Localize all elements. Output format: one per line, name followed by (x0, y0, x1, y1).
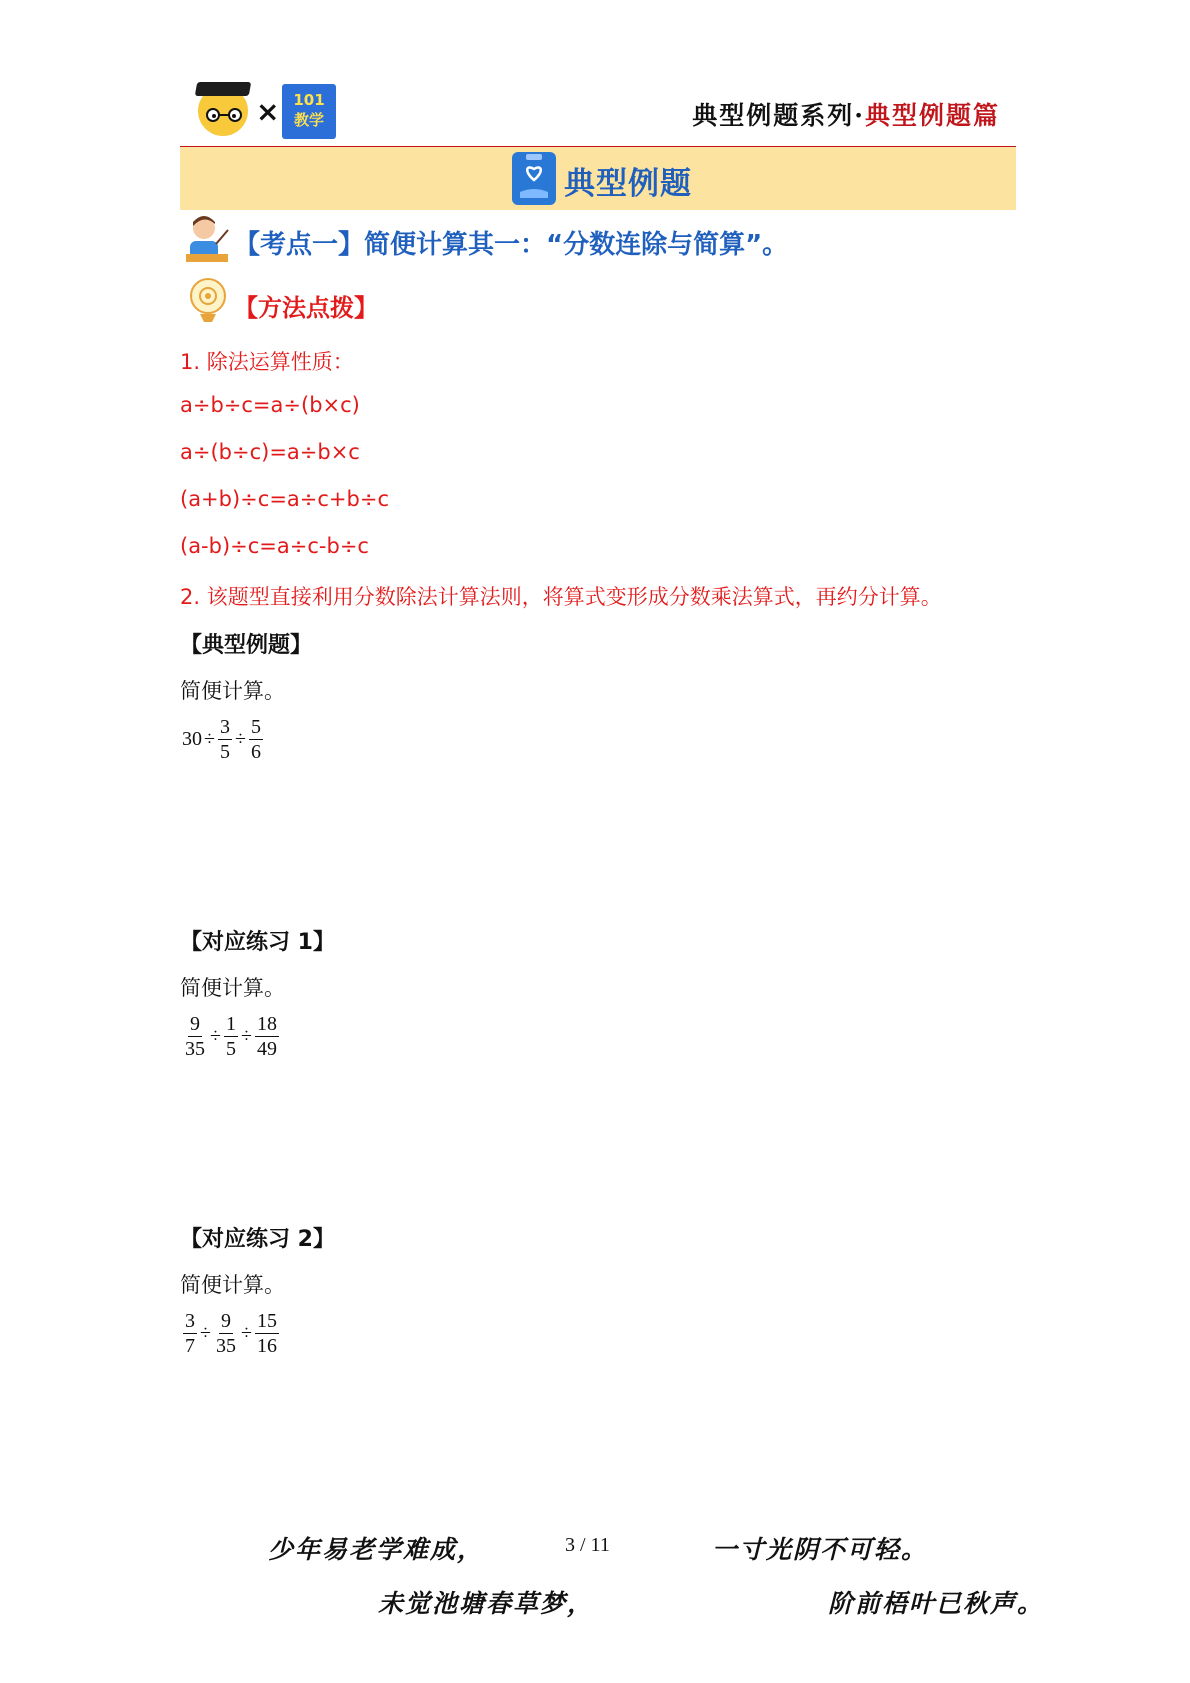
method-line-5: (a-b)÷c=a÷c-b÷c (180, 534, 369, 558)
fraction-denominator: 16 (256, 1335, 277, 1357)
poem-line1-left: 少年易老学难成， (268, 1535, 485, 1564)
practice2-expression (182, 1310, 280, 1357)
practice1-fraction-3 (255, 1013, 279, 1060)
method-line-3: a÷(b÷c)=a÷b×c (180, 440, 360, 464)
example-fraction-2 (249, 716, 263, 763)
example-instruction: 简便计算。 (180, 679, 285, 703)
practice1-instruction: 简便计算。 (180, 976, 285, 1000)
glasses-icon (204, 108, 244, 122)
practice2-instruction: 简便计算。 (180, 1273, 285, 1297)
logo-times-sign: × (256, 95, 280, 128)
practice2-fraction-1 (183, 1310, 197, 1357)
example-expression (182, 716, 264, 763)
practice1-fraction-1 (183, 1013, 207, 1060)
clipboard-heart-icon (512, 152, 556, 205)
method-line-6: 2. 该题型直接利用分数除法计算法则，将算式变形成分数乘法算式，再约分计算。 (180, 585, 942, 609)
practice2-op-2: ÷ (240, 1322, 252, 1344)
fraction-numerator: 9 (220, 1310, 231, 1332)
fraction-numerator: 3 (219, 716, 230, 738)
fraction-numerator: 15 (256, 1310, 277, 1332)
fraction-denominator: 6 (250, 741, 261, 763)
fraction-numerator: 5 (250, 716, 261, 738)
brand-101-number: 101 (293, 91, 325, 109)
method-title: 【方法点拨】 (234, 294, 378, 322)
example-op-1: ÷ (204, 728, 215, 750)
poem-line2-right: 阶前梧叶已秋声。 (828, 1589, 1045, 1618)
graduation-cap-icon (195, 82, 251, 96)
method-line-1: 1. 除法运算性质： (180, 350, 354, 374)
fraction-numerator: 18 (256, 1013, 277, 1035)
practice1-op-1: ÷ (210, 1025, 221, 1047)
fraction-numerator: 3 (185, 1310, 195, 1332)
practice1-fraction-2 (224, 1013, 238, 1060)
practice2-op-1: ÷ (200, 1322, 211, 1344)
fraction-denominator: 35 (215, 1335, 236, 1357)
header-title-black: 典型例题系列· (692, 101, 865, 130)
fraction-denominator: 35 (185, 1038, 205, 1060)
fraction-numerator: 1 (225, 1013, 236, 1035)
banner-title: 典型例题 (564, 166, 692, 202)
header-series-title (692, 96, 1000, 132)
fraction-denominator: 5 (225, 1038, 236, 1060)
practice2-fraction-3 (255, 1310, 279, 1357)
page-number: 3 / 11 (565, 1534, 610, 1556)
fraction-denominator: 49 (256, 1038, 277, 1060)
method-line-4: (a+b)÷c=a÷c+b÷c (180, 487, 389, 511)
example-fraction-1 (218, 716, 232, 763)
example-label: 【典型例题】 (180, 633, 313, 658)
brand-101-logo (282, 84, 336, 139)
practice1-label: 【对应练习 1】 (180, 930, 335, 955)
header-title-red: 典型例题篇 (864, 101, 1000, 130)
poem-line1-right: 一寸光阴不可轻。 (712, 1535, 929, 1564)
practice1-op-2: ÷ (240, 1025, 252, 1047)
fraction-numerator: 9 (190, 1013, 200, 1035)
brand-101-text: 教学 (293, 111, 324, 129)
example-op-2: ÷ (234, 728, 246, 750)
teacher-icon (184, 214, 230, 264)
practice2-fraction-2 (214, 1310, 238, 1357)
practice2-label: 【对应练习 2】 (180, 1227, 335, 1252)
practice1-expression (182, 1013, 280, 1060)
kaodian-heading: 【考点一】简便计算其一：“分数连除与简算”。 (234, 230, 789, 260)
example-lead-number: 30 (182, 728, 202, 750)
fraction-denominator: 5 (219, 741, 230, 763)
method-line-2: a÷b÷c=a÷(b×c) (180, 393, 360, 417)
fraction-denominator: 7 (185, 1335, 195, 1357)
poem-line2-left: 未觉池塘春草梦， (378, 1589, 595, 1618)
lightbulb-icon (186, 276, 230, 328)
